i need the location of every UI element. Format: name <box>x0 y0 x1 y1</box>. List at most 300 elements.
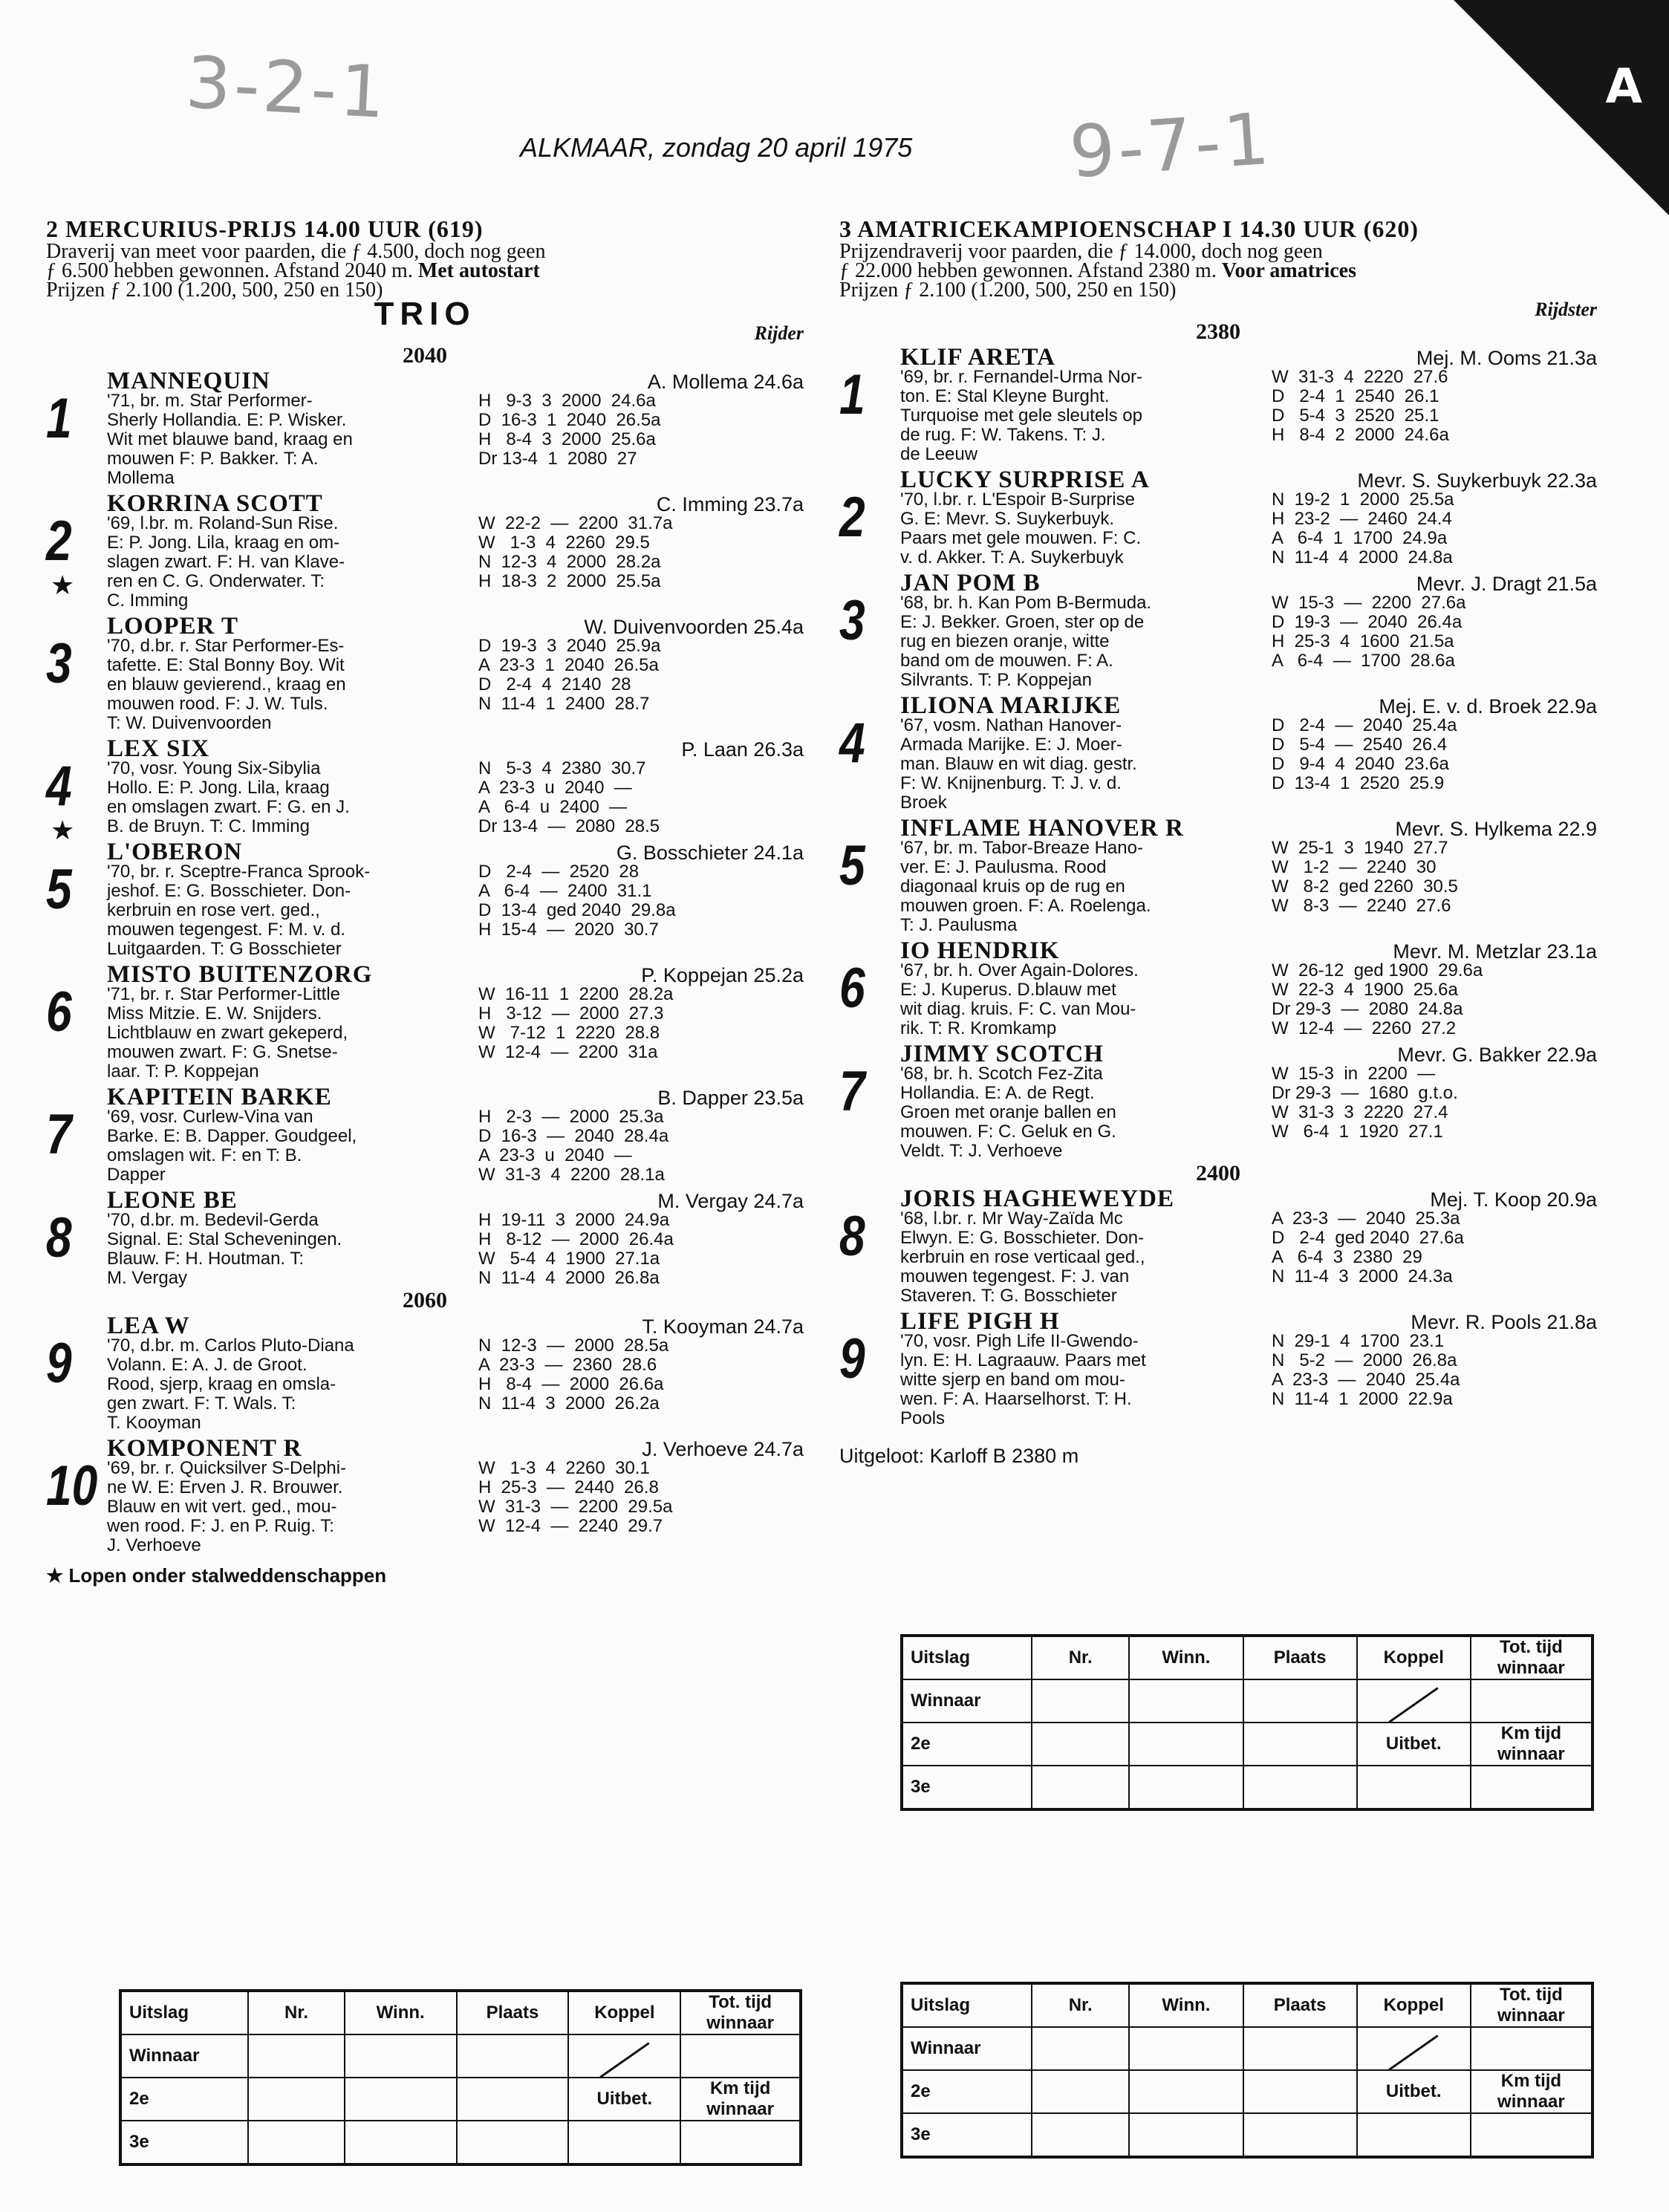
horse-headline <box>107 490 804 517</box>
horse-name: ILIONA MARIJKE <box>900 692 1122 719</box>
result-line: W 31-3 4 2220 27.6 <box>1272 367 1448 387</box>
horse-headline <box>107 839 804 865</box>
koppel-slash <box>599 2042 649 2078</box>
race-title: 3 AMATRICEKAMPIOENSCHAP I 14.30 UUR (620) <box>839 215 1419 242</box>
result-line: W 12-4 — 2260 27.2 <box>1272 1018 1457 1038</box>
table-cell <box>1243 1723 1357 1766</box>
race-title: 2 MERCURIUS-PRIJS 14.00 UUR (619) <box>46 215 484 242</box>
horse-details <box>107 862 804 959</box>
horse-description: '70, d.br. m. Carlos Pluto-Diana Volann. E: A. J. de Groot. Rood, sjerp, kraag en omsla- gen zwart. F: T. Wals. T: T. Kooyman <box>107 1336 354 1433</box>
role-label: Rijdster <box>1535 299 1597 320</box>
corner-letter: A <box>1605 59 1642 114</box>
result-line: W 1-2 — 2240 30 <box>1272 857 1437 877</box>
rider-rating: P. Laan 26.3a <box>681 738 804 761</box>
horse-entry <box>46 1435 804 1555</box>
table-cell <box>1129 1766 1243 1809</box>
table-cell <box>248 2034 344 2078</box>
recent-results <box>1272 961 1597 1038</box>
distance-label: 2060 <box>403 1288 447 1312</box>
horse-name: KAPITEIN BARKE <box>107 1084 332 1110</box>
distance-label: 2380 <box>1196 319 1240 344</box>
horse-details <box>900 1209 1597 1306</box>
table-cell <box>457 2121 569 2164</box>
table-cell <box>345 1991 457 2034</box>
cell-text: Uitbet. <box>1385 2081 1442 2101</box>
horse-headline <box>900 815 1597 842</box>
cell-text: Winn. <box>1162 1995 1211 2015</box>
horse-name: LOOPER T <box>107 613 239 640</box>
recent-results <box>478 1211 804 1288</box>
horse-name: JAN POM B <box>900 570 1041 596</box>
cell-text: Winnaar <box>911 2038 981 2058</box>
table-cell <box>680 2121 801 2164</box>
horse-details <box>107 391 804 488</box>
horse-headline <box>107 1187 804 1214</box>
horse-description: '68, br. h. Kan Pom B-Bermuda. E: J. Bekker. Groen, ster op de rug en biezen oranje, witte band om de mouwen. F: A. Silvrants. T: P. Koppejan <box>900 593 1152 690</box>
table-cell <box>1129 1723 1243 1766</box>
horse-name: KLIF ARETA <box>900 344 1055 371</box>
table-cell <box>1032 1983 1129 2027</box>
start-number: 6 <box>839 957 865 1020</box>
footnote: ★ Lopen onder stalweddenschappen <box>46 1564 387 1587</box>
table-cell <box>1243 2070 1357 2113</box>
cell-text: Plaats <box>1273 1995 1327 2015</box>
result-line: Dr 13-4 1 2080 27 <box>478 449 637 469</box>
rider-rating: Mevr. J. Dragt 21.5a <box>1416 573 1597 595</box>
race-desc-text: ƒ 22.000 hebben gewonnen. Afstand 2380 m. <box>839 259 1217 282</box>
result-line: H 23-2 — 2460 24.4 <box>1272 509 1452 529</box>
rider-rating: W. Duivenvoorden 25.4a <box>584 616 804 638</box>
horse-details <box>900 1332 1597 1428</box>
horse-description: '67, vosm. Nathan Hanover- Armada Marijke. E: J. Moer- man. Blauw en wit diag. gestr. F: W. Knijnenburg. T: J. v. d. Broek <box>900 715 1137 813</box>
table-cell <box>902 2070 1032 2113</box>
horse-details <box>900 368 1597 464</box>
page-header: ALKMAAR, zondag 20 april 1975 <box>520 132 913 163</box>
result-line: H 8-12 — 2000 26.4a <box>478 1229 674 1249</box>
result-line: A 6-4 3 2380 29 <box>1272 1247 1422 1267</box>
start-number: 1 <box>839 363 865 426</box>
result-line: A 23-3 — 2040 25.4a <box>1272 1370 1460 1390</box>
horse-name: L'OBERON <box>107 839 243 865</box>
result-line: N 11-4 4 2000 26.8a <box>478 1268 660 1288</box>
horse-details <box>107 1211 804 1288</box>
horse-headline <box>107 1435 804 1462</box>
result-line: A 23-3 — 2360 28.6 <box>478 1355 657 1375</box>
horse-name: KOMPONENT R <box>107 1435 302 1462</box>
handwriting-right: 9-7-1 <box>1067 97 1275 195</box>
cell-text: 3e <box>129 2132 149 2152</box>
cell-text: Km tijd winnaar <box>1497 2071 1565 2112</box>
start-number: 6 <box>46 980 72 1044</box>
stable-star-icon: ★ <box>51 570 75 600</box>
result-line: N 11-4 3 2000 26.2a <box>478 1393 660 1414</box>
result-line: W 26-12 ged 1900 29.6a <box>1272 960 1483 980</box>
result-line: D 9-4 4 2040 23.6a <box>1272 754 1449 774</box>
horse-details <box>900 490 1597 567</box>
race-description <box>46 242 804 300</box>
result-line: Dr 29-3 — 1680 g.t.o. <box>1272 1083 1458 1103</box>
horse-description: '71, br. m. Star Performer- Sherly Hollandia. E: P. Wisker. Wit met blauwe band, kraag en mouwen F: P. Bakker. T: A. Mollema <box>107 391 353 488</box>
horse-name: LIFE PIGH H <box>900 1308 1060 1335</box>
cell-text: Tot. tijd winnaar <box>1497 1985 1565 2026</box>
table-cell <box>1471 2027 1592 2070</box>
race-desc-line1: Draverij van meet voor paarden, die ƒ 4.500, doch nog geen <box>46 240 546 263</box>
result-line: A 23-3 u 2040 — <box>478 1145 632 1165</box>
cell-text: Km tijd winnaar <box>1497 1723 1565 1764</box>
table-cell <box>120 2034 248 2078</box>
table-cell <box>902 2027 1032 2070</box>
horse-entry <box>839 815 1597 935</box>
result-line: H 19-11 3 2000 24.9a <box>478 1210 670 1230</box>
horse-entry <box>839 1308 1597 1428</box>
result-line: W 15-3 in 2200 — <box>1272 1064 1436 1084</box>
right-column <box>839 215 1597 1466</box>
horse-description: '70, vosr. Pigh Life II-Gwendo- lyn. E: H. Lagraauw. Paars met witte sjerp en band om mou- wen. F: A. Haarselhorst. T: H. Pools <box>900 1331 1146 1428</box>
result-line: W 1-3 4 2260 29.5 <box>478 533 650 553</box>
table-cell <box>1471 1983 1592 2027</box>
horse-entry <box>839 692 1597 813</box>
race-prizes: Prijzen ƒ 2.100 (1.200, 500, 250 en 150) <box>839 279 1177 302</box>
horse-details <box>900 839 1597 935</box>
table-row <box>902 1723 1592 1766</box>
table-cell <box>902 1636 1032 1679</box>
koppel-slash <box>1389 1687 1439 1723</box>
table-cell <box>680 1991 801 2034</box>
rider-rating: Mevr. S. Hylkema 22.9 <box>1395 818 1597 840</box>
cell-text: Winn. <box>1162 1647 1211 1668</box>
result-line: W 31-3 3 2220 27.4 <box>1272 1102 1448 1122</box>
result-line: D 2-4 — 2040 25.4a <box>1272 715 1457 735</box>
table-cell <box>1032 2113 1129 2157</box>
horse-description: '68, l.br. r. Mr Way-Zaïda Mc Elwyn. E: G. Bosschieter. Don- kerbruin en rose verticaal ged., mouwen tegengest. F: J. van Staveren. T: G. Bosschieter <box>900 1209 1145 1306</box>
recent-results <box>478 391 804 488</box>
horse-name: IO HENDRIK <box>900 937 1060 964</box>
cell-text: Tot. tijd winnaar <box>1497 1637 1565 1678</box>
table-cell <box>1357 1766 1471 1809</box>
start-number: 3 <box>839 589 865 652</box>
rider-rating: Mevr. G. Bakker 22.9a <box>1397 1044 1597 1066</box>
start-number: 5 <box>46 858 72 921</box>
horse-entry <box>46 1312 804 1433</box>
result-line: D 19-3 3 2040 25.9a <box>478 636 661 656</box>
cell-text: 2e <box>911 2081 931 2101</box>
horse-description: '70, d.br. r. Star Performer-Es- tafette. E: Stal Bonny Boy. Wit en blauw gevierend., kraag en mouwen rood. F: J. W. Tuls. T: W. Duivenvoorden <box>107 636 346 733</box>
distance-label: 2400 <box>1196 1161 1240 1185</box>
rider-rating: Mevr. M. Metzlar 23.1a <box>1393 940 1597 963</box>
table-cell <box>680 2034 801 2078</box>
rider-rating: Mevr. S. Suykerbuyk 22.3a <box>1357 469 1597 492</box>
cell-text: Nr. <box>1068 1995 1093 2015</box>
horse-headline <box>107 1312 804 1339</box>
recent-results <box>1272 490 1597 567</box>
table-cell <box>680 2078 801 2121</box>
horse-name: LUCKY SURPRISE A <box>900 466 1150 493</box>
start-number: 1 <box>46 387 72 450</box>
recent-results <box>1272 1064 1597 1161</box>
table-cell <box>1243 2113 1357 2157</box>
table-cell <box>1357 1636 1471 1679</box>
horse-details <box>107 1459 804 1555</box>
horse-name: MANNEQUIN <box>107 368 270 394</box>
table-cell <box>1129 1983 1243 2027</box>
table-cell <box>1032 1636 1129 1679</box>
horse-description: '69, br. r. Fernandel-Urma Nor- ton. E: Stal Kleyne Burght. Turquoise met gele sleutels op de rug. F: W. Takens. T: J. de Leeuw <box>900 367 1143 464</box>
race-desc-bold: Met autostart <box>417 259 540 282</box>
horse-entry <box>46 1084 804 1185</box>
result-line: N 12-3 — 2000 28.5a <box>478 1336 669 1356</box>
entries-list <box>46 343 804 1555</box>
result-line: N 19-2 1 2000 25.5a <box>1272 489 1454 510</box>
result-line: D 19-3 — 2040 26.4a <box>1272 612 1463 632</box>
table-cell <box>248 1991 344 2034</box>
table-cell <box>1032 1723 1129 1766</box>
recent-results <box>478 1336 804 1433</box>
horse-entry <box>46 1187 804 1288</box>
start-number: 8 <box>839 1205 865 1268</box>
result-table <box>900 1634 1594 1811</box>
start-number: 2 <box>46 510 72 573</box>
horse-headline <box>900 570 1597 596</box>
table-cell <box>345 2078 457 2121</box>
cell-text: Uitslag <box>911 1647 971 1668</box>
recent-results <box>1272 1209 1597 1306</box>
horse-details <box>107 759 804 836</box>
table-cell <box>568 2121 680 2164</box>
table-cell <box>1471 2070 1592 2113</box>
recent-results <box>1272 716 1597 813</box>
handwriting-left: 3-2-1 <box>183 40 391 135</box>
rider-rating: M. Vergay 24.7a <box>657 1190 804 1212</box>
table-cell <box>1243 1636 1357 1679</box>
horse-name: JORIS HAGHEWEYDE <box>900 1185 1174 1212</box>
table-cell <box>1471 2113 1592 2157</box>
race-description <box>839 242 1597 300</box>
result-line: W 5-4 4 1900 27.1a <box>478 1249 660 1269</box>
table-row <box>902 1636 1592 1679</box>
rider-rating: Mevr. R. Pools 21.8a <box>1411 1311 1597 1333</box>
result-line: H 8-4 3 2000 25.6a <box>478 429 656 449</box>
horse-description: '68, br. h. Scotch Fez-Zita Hollandia. E: A. de Regt. Groen met oranje ballen en mouwen. F: C. Geluk en G. Veldt. T: J. Verhoeve <box>900 1064 1116 1161</box>
horse-headline <box>107 735 804 762</box>
horse-headline <box>900 1041 1597 1067</box>
result-line: D 16-3 — 2040 28.4a <box>478 1126 669 1146</box>
horse-headline <box>107 613 804 640</box>
table-cell <box>1243 1766 1357 1809</box>
result-line: H 15-4 — 2020 30.7 <box>478 920 659 940</box>
recent-results <box>1272 368 1597 464</box>
horse-entry <box>46 735 804 845</box>
race-prizes: Prijzen ƒ 2.100 (1.200, 500, 250 en 150) <box>46 279 383 302</box>
result-line: H 25-3 4 1600 21.5a <box>1272 631 1454 651</box>
start-number: 7 <box>46 1103 72 1166</box>
horse-entry <box>839 570 1597 690</box>
horse-description: '70, l.br. r. L'Espoir B-Surprise G. E: Mevr. S. Suykerbuyk. Paars met gele mouwen. F: C. v. d. Akker. T: A. Suykerbuyk <box>900 489 1142 567</box>
result-line: A 6-4 1 1700 24.9a <box>1272 528 1448 548</box>
rider-rating: Mej. E. v. d. Broek 22.9a <box>1379 695 1597 718</box>
result-line: D 2-4 ged 2040 27.6a <box>1272 1228 1464 1248</box>
race-desc-text: ƒ 6.500 hebben gewonnen. Afstand 2040 m. <box>46 259 413 282</box>
horse-details <box>900 593 1597 690</box>
table-cell <box>568 1991 680 2034</box>
horse-entry <box>839 466 1597 567</box>
start-number: 2 <box>839 486 865 549</box>
result-line: W 7-12 1 2220 28.8 <box>478 1023 660 1043</box>
result-line: W 6-4 1 1920 27.1 <box>1272 1122 1443 1142</box>
table-cell <box>1471 1636 1592 1679</box>
result-line: A 6-4 — 2400 31.1 <box>478 881 652 901</box>
race-desc-line1: Prijzendraverij voor paarden, die ƒ 14.000, doch nog geen <box>839 240 1323 263</box>
start-number: 3 <box>46 632 72 695</box>
table-cell <box>248 2078 344 2121</box>
table-row <box>120 2034 801 2078</box>
table-cell <box>1032 1766 1129 1809</box>
horse-description: '67, br. h. Over Again-Dolores. E: J. Kuperus. D.blauw met wit diag. kruis. F: C. van Mou- rik. T: R. Kromkamp <box>900 960 1139 1038</box>
horse-description: '69, br. r. Quicksilver S-Delphi- ne W. E: Erven J. R. Brouwer. Blauw en wit vert. ged., mou- wen rood. F: J. en P. Ruig. T: J. Verhoeve <box>107 1458 347 1555</box>
horse-headline <box>900 1185 1597 1212</box>
horse-description: '71, br. r. Star Performer-Little Miss Mitzie. E. W. Snijders. Lichtblauw en zwart gekeperd, mouwen zwart. F: G. Snetse- laar. T: P. Koppejan <box>107 984 348 1081</box>
rider-rating: B. Dapper 23.5a <box>657 1087 804 1109</box>
result-line: W 12-4 — 2240 29.7 <box>478 1516 663 1536</box>
result-line: A 6-4 u 2400 — <box>478 797 628 817</box>
table-row <box>902 1983 1592 2027</box>
result-line: N 5-3 4 2380 30.7 <box>478 758 646 778</box>
horse-details <box>107 637 804 733</box>
result-line: Dr 13-4 — 2080 28.5 <box>478 816 660 836</box>
horse-entry <box>46 368 804 488</box>
table-cell <box>1129 2070 1243 2113</box>
horse-name: LEX SIX <box>107 735 210 762</box>
horse-name: MISTO BUITENZORG <box>107 961 373 988</box>
result-line: A 23-3 — 2040 25.3a <box>1272 1209 1460 1229</box>
start-number: 5 <box>839 834 865 897</box>
role-label: Rijder <box>754 322 804 344</box>
start-number: 7 <box>839 1060 865 1123</box>
horse-entry <box>46 613 804 733</box>
table-cell <box>345 2034 457 2078</box>
horse-description: '70, d.br. m. Bedevil-Gerda Signal. E: Stal Scheveningen. Blauw. F: H. Houtman. T: M. Vergay <box>107 1210 342 1288</box>
start-number: 4 <box>46 755 72 818</box>
table-cell <box>120 2078 248 2121</box>
result-line: H 25-3 — 2440 26.8 <box>478 1477 659 1497</box>
koppel-slash <box>1389 2034 1439 2070</box>
table-row <box>902 2113 1592 2157</box>
cell-text: 2e <box>911 1734 931 1754</box>
table-cell <box>1471 1766 1592 1809</box>
start-number: 8 <box>46 1206 72 1269</box>
horse-details <box>107 1107 804 1185</box>
table-cell <box>1357 2113 1471 2157</box>
horse-headline <box>900 937 1597 964</box>
table-cell <box>1243 1983 1357 2027</box>
horse-name: KORRINA SCOTT <box>107 490 323 517</box>
start-number: 9 <box>46 1332 72 1395</box>
table-cell <box>1357 1723 1471 1766</box>
table-cell <box>1243 1679 1357 1723</box>
table-cell <box>120 2121 248 2164</box>
cell-text: 2e <box>129 2089 149 2109</box>
table-cell <box>1129 1679 1243 1723</box>
result-line: H 8-4 2 2000 24.6a <box>1272 425 1449 445</box>
horse-headline <box>900 344 1597 371</box>
horse-description: '67, br. m. Tabor-Breaze Hano- ver. E: J. Paulusma. Rood diagonaal kruis op de rug en mouwen groen. F: A. Roelenga. T: J. Paulusma <box>900 838 1151 935</box>
result-line: W 22-3 4 1900 25.6a <box>1272 980 1458 1000</box>
cell-text: 3e <box>911 2124 931 2144</box>
withdrawn-note: Uitgeloot: Karloff B 2380 m <box>839 1445 1079 1467</box>
result-line: D 5-4 3 2520 25.1 <box>1272 406 1439 426</box>
cell-text: Winnaar <box>911 1691 981 1711</box>
table-cell <box>902 1766 1032 1809</box>
result-line: D 13-4 ged 2040 29.8a <box>478 900 676 920</box>
result-table <box>119 1989 802 2166</box>
horse-description: '69, l.br. m. Roland-Sun Rise. E: P. Jong. Lila, kraag en om- slagen zwart. F: H. van Klave- ren en C. G. Onderwater. T: C. Imming <box>107 513 345 611</box>
rider-rating: A. Mollema 24.6a <box>647 371 804 393</box>
result-line: W 22-2 — 2200 31.7a <box>478 513 673 533</box>
table-cell <box>457 1991 569 2034</box>
horse-entry <box>839 937 1597 1038</box>
result-line: N 11-4 4 2000 24.8a <box>1272 547 1453 567</box>
table-row <box>902 2027 1592 2070</box>
trio-label: TRIO <box>374 296 476 332</box>
horse-entry <box>839 1041 1597 1161</box>
result-line: W 15-3 — 2200 27.6a <box>1272 593 1466 613</box>
result-line: N 11-4 1 2400 28.7 <box>478 694 650 714</box>
start-number: 10 <box>46 1454 98 1518</box>
result-line: H 9-3 3 2000 24.6a <box>478 391 656 411</box>
recent-results <box>478 985 804 1081</box>
result-line: H 3-12 — 2000 27.3 <box>478 1003 664 1024</box>
result-line: Dr 29-3 — 2080 24.8a <box>1272 999 1463 1019</box>
result-line: H 2-3 — 2000 25.3a <box>478 1107 664 1127</box>
recent-results <box>478 1459 804 1555</box>
cell-text: Uitbet. <box>1385 1734 1442 1754</box>
result-line: N 11-4 1 2000 22.9a <box>1272 1389 1453 1409</box>
rider-rating: T. Kooyman 24.7a <box>642 1315 804 1338</box>
table-cell <box>1357 1983 1471 2027</box>
start-number: 4 <box>839 712 865 775</box>
left-column <box>46 215 804 1585</box>
table-row <box>902 1679 1592 1723</box>
table-cell <box>248 2121 344 2164</box>
result-line: A 23-3 u 2040 — <box>478 778 632 798</box>
result-line: H 18-3 2 2000 25.5a <box>478 571 661 591</box>
cell-text: Tot. tijd winnaar <box>706 1992 774 2033</box>
result-line: W 8-3 — 2240 27.6 <box>1272 896 1451 916</box>
cell-text: Km tijd winnaar <box>706 2078 774 2119</box>
result-line: N 5-2 — 2000 26.8a <box>1272 1350 1457 1370</box>
recent-results <box>1272 839 1597 935</box>
table-cell <box>568 2034 680 2078</box>
table-cell <box>1129 1636 1243 1679</box>
horse-details <box>107 514 804 611</box>
cell-text: Winn. <box>376 2003 425 2023</box>
cell-text: Uitbet. <box>596 2089 653 2109</box>
result-table <box>900 1982 1594 2159</box>
horse-name: LEONE BE <box>107 1187 238 1214</box>
table-cell <box>1471 1679 1592 1723</box>
horse-entry <box>46 839 804 959</box>
cell-text: Uitslag <box>129 2003 189 2023</box>
result-line: W 16-11 1 2200 28.2a <box>478 984 674 1004</box>
cell-text: Koppel <box>594 2003 655 2023</box>
rider-rating: G. Bosschieter 24.1a <box>616 842 804 864</box>
result-line: W 31-3 4 2200 28.1a <box>478 1165 665 1185</box>
recent-results <box>1272 593 1597 690</box>
horse-entry <box>46 490 804 611</box>
cell-text: Plaats <box>1273 1647 1327 1668</box>
table-row <box>120 2078 801 2121</box>
result-line: H 8-4 — 2000 26.6a <box>478 1374 664 1394</box>
table-cell <box>345 2121 457 2164</box>
